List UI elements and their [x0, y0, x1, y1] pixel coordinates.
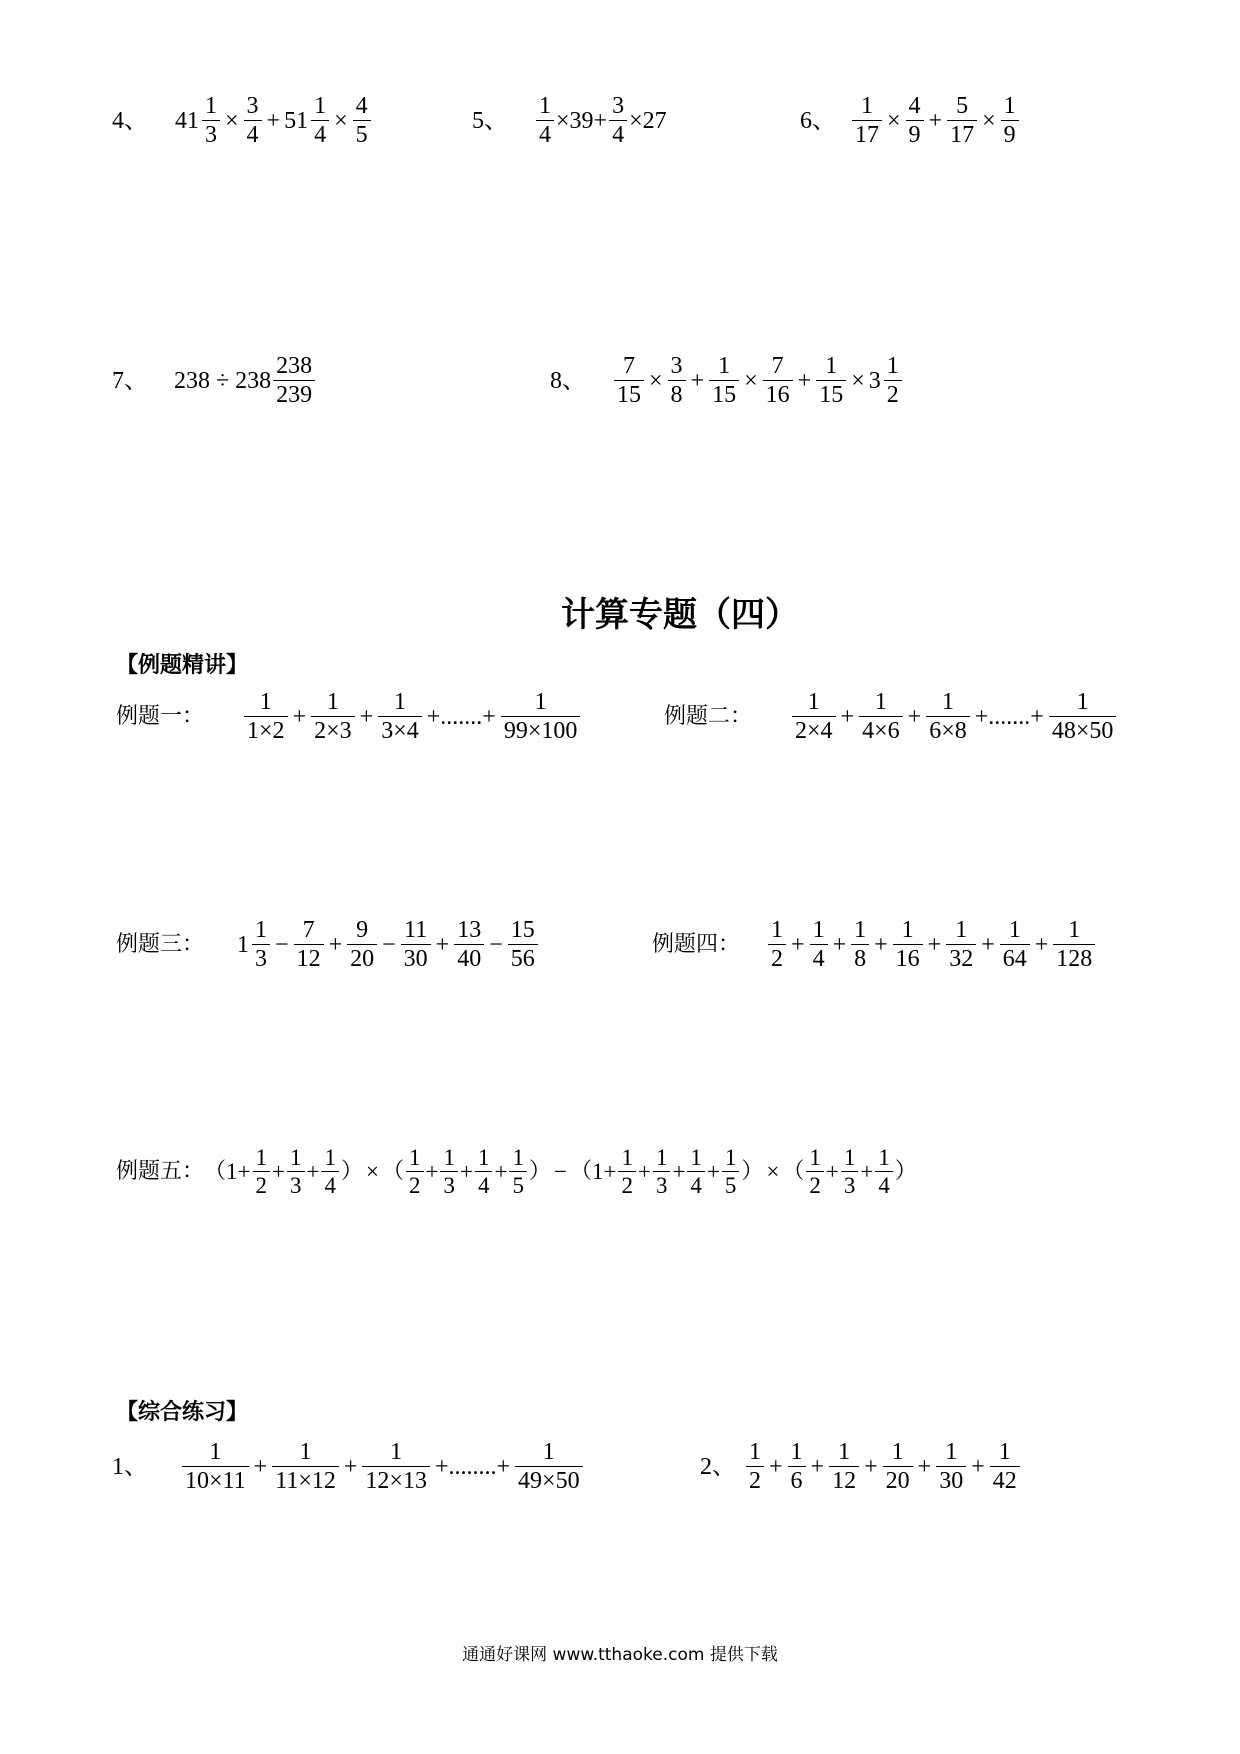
operator: ×	[887, 107, 901, 134]
close-paren: ）	[741, 1158, 764, 1184]
fraction: $\frac{4}{5}$	[353, 94, 371, 147]
example-label: 例题五：	[116, 1158, 205, 1184]
fraction: $\frac{1}{2}$	[618, 1146, 636, 1197]
operator: +	[253, 1453, 268, 1480]
fraction: $\frac{9}{20}$	[347, 918, 377, 971]
fraction: $\frac{1}{3}$	[841, 1146, 859, 1197]
operator: +	[917, 1453, 932, 1480]
fraction: $\frac{1}{16}$	[893, 918, 923, 971]
operator: +........+	[434, 1453, 511, 1480]
problem-number: 8、	[550, 367, 586, 394]
fraction: $\frac{1}{4}$	[321, 1146, 339, 1197]
fraction: $\frac{3}{4}$	[609, 94, 627, 147]
expression-text: 238 ÷ 238	[174, 367, 272, 394]
operator: +	[927, 931, 942, 958]
problem-number: 5、	[472, 107, 508, 134]
example-label: 例题二：	[664, 703, 753, 729]
fraction: $\frac{1}{128}$	[1053, 918, 1095, 971]
operator: +	[494, 1159, 508, 1184]
operator: +	[292, 703, 307, 730]
fraction: $\frac{3}{4}$	[244, 94, 262, 147]
example-label: 例题四：	[652, 931, 741, 957]
problem-8	[550, 354, 904, 407]
operator: +	[1034, 931, 1049, 958]
open-paren: （	[204, 1158, 227, 1184]
fraction: $\frac{3}{8}$	[668, 354, 686, 407]
example-label: 例题一：	[116, 703, 205, 729]
page-title: 计算专题（四）	[561, 595, 799, 635]
operator: +	[797, 367, 812, 394]
whole-number: 3	[868, 367, 881, 394]
fraction: $\frac{1}{4\times 6}$	[859, 690, 903, 743]
fraction: $\frac{1}{10\times 11}$	[182, 1440, 249, 1493]
operator: +	[860, 1159, 874, 1184]
fraction: $\frac{238}{239}$	[273, 354, 315, 407]
expression-text: ×27	[629, 107, 667, 134]
example-3	[116, 918, 540, 971]
problem-number: 7、	[112, 367, 148, 394]
fraction: $\frac{1}{48\times 50}$	[1049, 690, 1117, 743]
fraction: $\frac{1}{9}$	[1001, 94, 1019, 147]
fraction: $\frac{1}{99\times 100}$	[501, 690, 581, 743]
open-paren: （	[381, 1158, 404, 1184]
fraction: $\frac{5}{17}$	[947, 94, 977, 147]
operator: +	[832, 931, 847, 958]
fraction: $\frac{1}{2}$	[746, 1440, 764, 1493]
section-heading-examples: 【例题精讲】	[116, 653, 249, 678]
fraction: $\frac{1}{4}$	[687, 1146, 705, 1197]
fraction: $\frac{13}{40}$	[454, 918, 484, 971]
operator: +	[343, 1453, 358, 1480]
fraction: $\frac{1}{4}$	[875, 1146, 893, 1197]
expression-text: 1+	[591, 1159, 617, 1184]
fraction: $\frac{1}{6\times 8}$	[926, 690, 970, 743]
operator: ×	[766, 1159, 780, 1184]
example-1	[116, 690, 582, 743]
fraction: $\frac{1}{15}$	[816, 354, 846, 407]
operator: +	[971, 1453, 985, 1480]
expression-text: ×39+	[556, 107, 608, 134]
operator: +	[981, 931, 995, 958]
operator: ×	[982, 107, 996, 134]
operator: −	[275, 931, 289, 958]
operator: ×	[366, 1159, 379, 1184]
operator: −	[382, 931, 396, 958]
operator: +	[825, 1159, 839, 1184]
section-heading-practice: 【综合练习】	[116, 1400, 249, 1425]
fraction: $\frac{1}{5}$	[509, 1146, 527, 1197]
operator: ×	[334, 107, 348, 134]
operator: +	[328, 931, 343, 958]
fraction: $\frac{1}{4}$	[475, 1146, 493, 1197]
operator: +	[907, 703, 922, 730]
fraction: $\frac{4}{9}$	[906, 94, 924, 147]
close-paren: ）	[528, 1158, 551, 1184]
fraction: $\frac{1}{2}$	[253, 1146, 271, 1197]
fraction: $\frac{7}{16}$	[763, 354, 793, 407]
problem-number: 2、	[700, 1453, 736, 1480]
problem-4	[112, 94, 373, 147]
practice-2	[700, 1440, 1022, 1493]
example-2	[664, 690, 1118, 743]
page-footer: 通通好课网 www.tthaoke.com 提供下载	[462, 1645, 778, 1665]
operator: +.......+	[974, 703, 1044, 730]
fraction: $\frac{1}{2}$	[406, 1146, 424, 1197]
fraction: $\frac{1}{4}$	[536, 94, 554, 147]
fraction: $\frac{1}{4}$	[311, 94, 329, 147]
operator: +	[706, 1159, 720, 1184]
example-5	[116, 1146, 917, 1197]
fraction: $\frac{1}{2\times 4}$	[792, 690, 836, 743]
fraction: $\frac{1}{11\times 12}$	[272, 1440, 339, 1493]
operator: +	[690, 367, 705, 394]
open-paren: （	[782, 1158, 805, 1184]
operator: +	[769, 1453, 783, 1480]
fraction: $\frac{1}{2}$	[806, 1146, 824, 1197]
operator: +	[459, 1159, 473, 1184]
problem-number: 1、	[112, 1453, 148, 1480]
fraction: $\frac{1}{32}$	[946, 918, 976, 971]
fraction: $\frac{1}{6}$	[788, 1440, 806, 1493]
operator: −	[553, 1159, 567, 1184]
operator: +	[672, 1159, 686, 1184]
operator: +	[272, 1159, 285, 1184]
operator: +	[306, 1159, 320, 1184]
fraction: $\frac{1}{12\times 13}$	[362, 1440, 430, 1493]
operator: +	[791, 931, 805, 958]
fraction: $\frac{1}{3}$	[287, 1146, 305, 1197]
problem-7	[112, 354, 317, 407]
close-paren: ）	[340, 1158, 363, 1184]
open-paren: （	[569, 1158, 592, 1184]
fraction: $\frac{1}{3\times 4}$	[378, 690, 422, 743]
whole-number: 51	[284, 107, 309, 134]
fraction: $\frac{1}{2\times 3}$	[311, 690, 355, 743]
problem-number: 6、	[800, 107, 836, 134]
fraction: $\frac{1}{3}$	[440, 1146, 458, 1197]
operator: +	[810, 1453, 825, 1480]
operator: +	[874, 931, 888, 958]
fraction: $\frac{1}{12}$	[829, 1440, 859, 1493]
fraction: $\frac{1}{15}$	[709, 354, 739, 407]
fraction: $\frac{1}{64}$	[1000, 918, 1030, 971]
fraction: $\frac{1}{42}$	[990, 1440, 1020, 1493]
fraction: $\frac{15}{56}$	[508, 918, 538, 971]
example-4	[652, 918, 1097, 971]
operator: +	[435, 931, 450, 958]
practice-1	[112, 1440, 585, 1493]
problem-number: 4、	[112, 107, 148, 134]
fraction: $\frac{1}{20}$	[883, 1440, 913, 1493]
expression-text: 1+	[226, 1159, 251, 1184]
operator: +	[864, 1453, 878, 1480]
fraction: $\frac{1}{2}$	[884, 354, 902, 407]
example-label: 例题三：	[116, 931, 205, 957]
operator: +.......+	[426, 703, 496, 730]
operator: +	[266, 107, 281, 134]
operator: +	[637, 1159, 651, 1184]
whole-number: 41	[175, 107, 199, 134]
fraction: $\frac{1}{1\times 2}$	[244, 690, 288, 743]
whole-number: 1	[237, 931, 250, 958]
fraction: $\frac{7}{12}$	[294, 918, 324, 971]
problem-6	[800, 94, 1021, 147]
problem-5	[472, 94, 667, 147]
fraction: $\frac{1}{30}$	[936, 1440, 966, 1493]
fraction: $\frac{1}{49\times 50}$	[515, 1440, 583, 1493]
fraction: $\frac{1}{3}$	[202, 94, 220, 147]
fraction: $\frac{7}{15}$	[614, 354, 644, 407]
fraction: $\frac{1}{4}$	[810, 918, 828, 971]
fraction: $\frac{11}{30}$	[401, 918, 431, 971]
operator: −	[489, 931, 503, 958]
fraction: $\frac{1}{8}$	[851, 918, 869, 971]
operator: +	[359, 703, 374, 730]
close-paren: ）	[894, 1158, 917, 1184]
operator: +	[425, 1159, 439, 1184]
fraction: $\frac{1}{17}$	[852, 94, 882, 147]
operator: ×	[649, 367, 663, 394]
fraction: $\frac{1}{3}$	[653, 1146, 671, 1197]
operator: ×	[851, 367, 865, 394]
operator: +	[840, 703, 855, 730]
fraction: $\frac{1}{5}$	[722, 1146, 740, 1197]
operator: +	[928, 107, 943, 134]
operator: ×	[225, 107, 239, 134]
fraction: $\frac{1}{2}$	[768, 918, 786, 971]
operator: ×	[744, 367, 758, 394]
fraction: $\frac{1}{3}$	[252, 918, 270, 971]
